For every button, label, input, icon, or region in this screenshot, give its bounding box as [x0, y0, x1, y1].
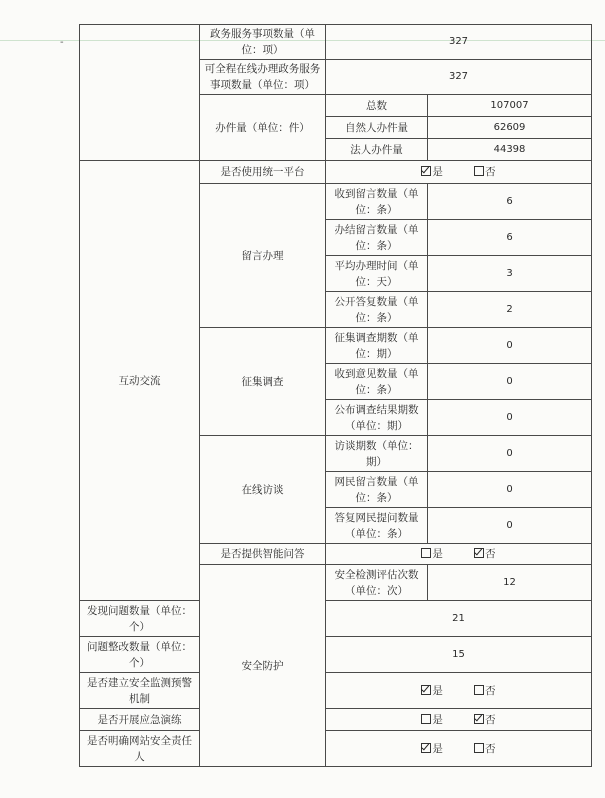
avg-handling-time-label: 平均办理时间（单位：天） [326, 256, 428, 292]
natural-person-label: 自然人办件量 [326, 117, 428, 139]
total-value: 107007 [428, 95, 592, 117]
volume-label: 办件量（单位：件） [200, 95, 326, 161]
netizen-messages-label: 网民留言数量（单位：条） [326, 472, 428, 508]
public-replies-value: 2 [428, 292, 592, 328]
monitoring-mechanism-label: 是否建立安全监测预警机制 [80, 673, 200, 709]
checkbox-checked-icon[interactable] [421, 166, 431, 176]
netizen-messages-value: 0 [428, 472, 592, 508]
checkbox-checked-icon[interactable] [421, 743, 431, 753]
received-messages-value: 6 [428, 184, 592, 220]
checkbox-checked-icon[interactable] [474, 714, 484, 724]
online-count-value: 327 [326, 60, 592, 95]
survey-periods-value: 0 [428, 328, 592, 364]
smart-qa-label: 是否提供智能问答 [200, 544, 326, 565]
interview-periods-value: 0 [428, 436, 592, 472]
item-count-label: 政务服务事项数量（单位：项） [200, 25, 326, 60]
answered-questions-value: 0 [428, 508, 592, 544]
survey-periods-label: 征集调查期数（单位：期） [326, 328, 428, 364]
checkbox-unchecked-icon[interactable] [474, 685, 484, 695]
legal-person-value: 44398 [428, 139, 592, 161]
checkbox-checked-icon[interactable] [474, 548, 484, 558]
answered-questions-label: 答复网民提问数量（单位：条） [326, 508, 428, 544]
online-interview-label: 在线访谈 [200, 436, 326, 544]
checkbox-unchecked-icon[interactable] [421, 714, 431, 724]
security-owner-options: 是 否 [326, 731, 592, 767]
natural-person-value: 62609 [428, 117, 592, 139]
security-owner-label: 是否明确网站安全责任人 [80, 731, 200, 767]
monitoring-mechanism-options: 是 否 [326, 673, 592, 709]
unified-platform-options: 是 否 [326, 161, 592, 184]
received-messages-label: 收到留言数量（单位：条） [326, 184, 428, 220]
issues-found-value: 21 [326, 601, 592, 637]
page-mark: - [60, 37, 64, 48]
emergency-drill-label: 是否开展应急演练 [80, 709, 200, 731]
security-section-label: 安全防护 [200, 565, 326, 767]
section-cell-empty [80, 25, 200, 161]
public-replies-label: 公开答复数量（单位：条） [326, 292, 428, 328]
checkbox-unchecked-icon[interactable] [474, 166, 484, 176]
survey-results-label: 公布调查结果期数（单位：期） [326, 400, 428, 436]
security-assessments-value: 12 [428, 565, 592, 601]
survey-label: 征集调查 [200, 328, 326, 436]
unified-platform-label: 是否使用统一平台 [200, 161, 326, 184]
security-assessments-label: 安全检测评估次数（单位：次） [326, 565, 428, 601]
completed-messages-value: 6 [428, 220, 592, 256]
interview-periods-label: 访谈期数（单位：期） [326, 436, 428, 472]
emergency-drill-options: 是 否 [326, 709, 592, 731]
interaction-section-label: 互动交流 [80, 161, 200, 601]
opinions-received-label: 收到意见数量（单位：条） [326, 364, 428, 400]
smart-qa-options: 是 否 [326, 544, 592, 565]
completed-messages-label: 办结留言数量（单位：条） [326, 220, 428, 256]
issues-found-label: 发现问题数量（单位：个） [80, 601, 200, 637]
checkbox-unchecked-icon[interactable] [474, 743, 484, 753]
online-count-label: 可全程在线办理政务服务事项数量（单位：项） [200, 60, 326, 95]
avg-handling-time-value: 3 [428, 256, 592, 292]
issues-fixed-label: 问题整改数量（单位：个） [80, 637, 200, 673]
checkbox-unchecked-icon[interactable] [421, 548, 431, 558]
issues-fixed-value: 15 [326, 637, 592, 673]
message-handling-label: 留言办理 [200, 184, 326, 328]
checkbox-checked-icon[interactable] [421, 685, 431, 695]
opinions-received-value: 0 [428, 364, 592, 400]
statistics-table [79, 24, 592, 767]
item-count-value: 327 [326, 25, 592, 60]
legal-person-label: 法人办件量 [326, 139, 428, 161]
survey-results-value: 0 [428, 400, 592, 436]
total-label: 总数 [326, 95, 428, 117]
